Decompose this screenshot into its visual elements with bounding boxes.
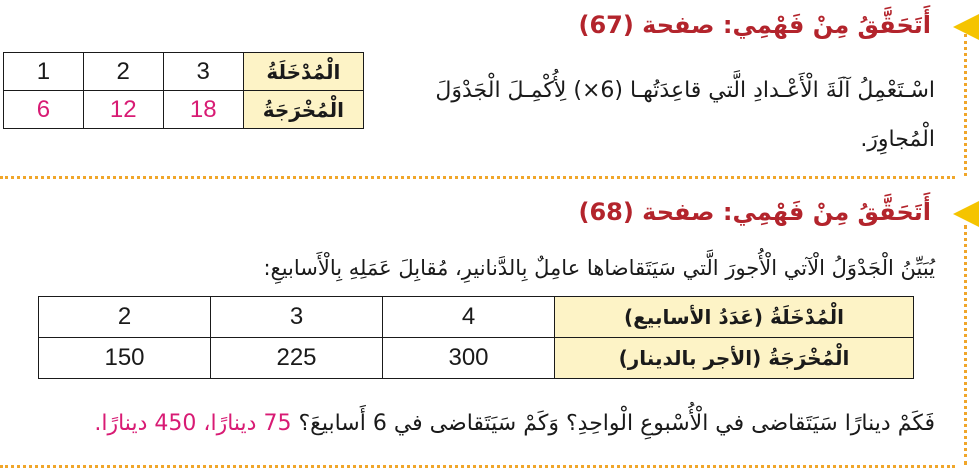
answer-cell: 12 [83,91,163,129]
instruction-text-continued: الْمُجاوِرَ. [860,127,935,152]
answer-cell: 6 [4,91,84,129]
table-cell: 4 [383,297,555,338]
table-cell: 225 [211,338,383,379]
table-row [39,338,914,379]
input-row-label: الْمُدْخَلَةُ [243,53,363,91]
input-output-table [3,52,364,129]
table-cell: 2 [83,53,163,91]
table-cell: 1 [4,53,84,91]
dotted-border-right [964,225,967,465]
section-page-67 [0,0,979,180]
dotted-border-right [964,34,967,176]
table-cell: 150 [39,338,211,379]
answer-text: 75 دينارًا، 450 دينارًا. [94,411,292,436]
input-row-label: الْمُدْخَلَةُ (عَدَدُ الأسابيع) [555,297,914,338]
section-page-68 [0,183,979,471]
problem-intro-text: يُبَيِّنُ الْجَدْوَلُ الْآتي الْأُجورَ الَّتي سَيَتَقاضاها عامِلٌ بِالدَّنانيرِ، مُقابِلَ عَمَلِهِ بِالْأَسابيعِ: [263,256,935,280]
table-row [4,53,364,91]
answer-cell: 18 [163,91,243,129]
table-row [4,91,364,129]
question-line [94,411,935,436]
instruction-text: اسْـتَعْمِلُ آلَةَ الْأَعْـدادِ الَّتي قاعِدَتُهـا (6×) لِأُكْمِـلَ الْجَدْوَلَ [435,78,935,103]
output-row-label: الْمُخْرَجَةُ [243,91,363,129]
section-heading: أَتَحَقَّقُ مِنْ فَهْمِي: صفحة (67) [578,11,931,39]
dotted-border-bottom [0,176,955,179]
table-row [39,297,914,338]
question-text: فَكَمْ دينارًا سَيَتَقاضى في الْأُسْبوعِ الْواحِدِ؟ وَكَمْ سَيَتَقاضى في 6 أَسابيعَ؟ [298,411,935,436]
dotted-border-bottom [0,465,955,468]
wages-table [38,296,914,379]
section-heading: أَتَحَقَّقُ مِنْ فَهْمِي: صفحة (68) [578,198,931,226]
table-cell: 300 [383,338,555,379]
table-cell: 2 [39,297,211,338]
table-cell: 3 [163,53,243,91]
table-cell: 3 [211,297,383,338]
output-row-label: الْمُخْرَجَةُ (الأجر بالدينار) [555,338,914,379]
triangle-marker-icon [953,201,979,227]
